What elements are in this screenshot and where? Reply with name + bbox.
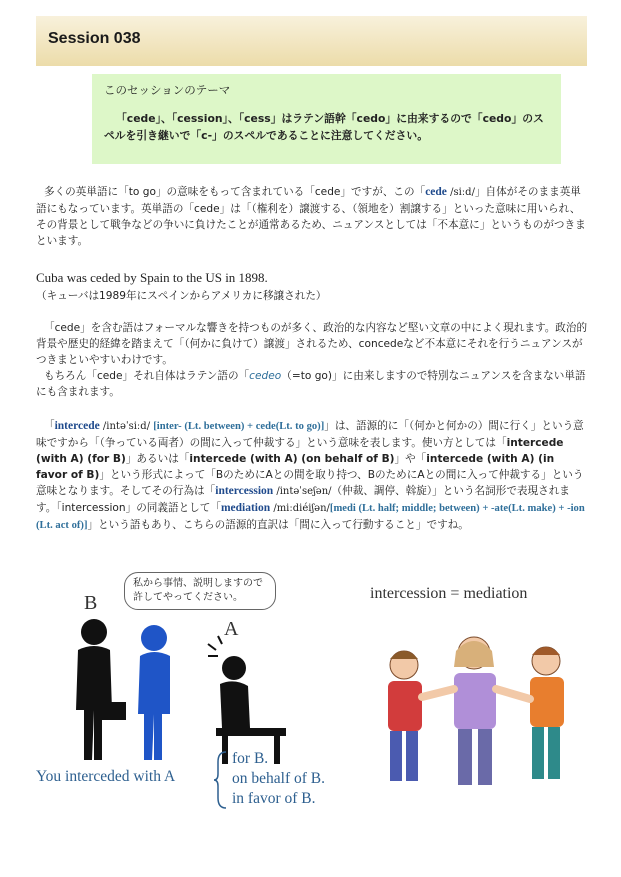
person-a-figure [208, 636, 286, 764]
word-intercession: intercession [215, 485, 274, 497]
word-intercede: intercede [54, 420, 100, 432]
intercessor-figure [138, 625, 170, 760]
caption-option-2: on behalf of B. [232, 770, 325, 787]
example-english: Cuba was ceded by Spain to the US in 1898. [36, 270, 268, 285]
p4-s5: 」という形式によって「BのためにAとの間を取り持つ、BのためにAとの間に入って仲裁する」という意味となります。そしてその行為は「 [36, 469, 584, 497]
p4-s3: 」あるいは「 [125, 453, 190, 465]
right-child-figure [530, 647, 564, 779]
latin-cedeo: cedeo [249, 370, 282, 382]
p3-text-b: （=to go)」に由来しますので特別なニュアンスを含まない単語にも含まれます。 [36, 370, 586, 398]
etymology-mediation: [medi (Lt. half; middle; between) + -ate(Lt. make) + -ion (Lt. act of)] [36, 503, 585, 531]
p1-text-b: 」自体がそのまま英単語にもなっています。英単語の「cede」は「（権利を）譲渡する、（領地を）割譲する」といった意味に用いられ、その背景として戦争などの争いに負けたことが通常あるため、ニュアンスとしては「不本意に」というものがつきまといます。 [36, 186, 586, 247]
theme-body: 「cede」、「cession」、「cess」はラテン語幹「cedo」に由来するので「cedo」のスペルを引き継いで「c-」のスペルであることに注意してください。 [104, 112, 544, 142]
mediation-title: intercession = mediation [370, 585, 528, 602]
label-b: B [84, 592, 98, 614]
theme-box [92, 74, 561, 164]
speech-bubble: 私から事情、説明しますので許してやってください。 [124, 572, 276, 610]
ipa-intercession: /intəˈseʃən/ [273, 486, 332, 497]
paragraph-latin-origin [36, 368, 588, 400]
figures-svg [36, 610, 366, 790]
usage-3: intercede (with A) (in favor of B) [36, 453, 555, 481]
theme-title: このセッションのテーマ [104, 83, 231, 97]
p4-s7: 」という語もあり、こちらの語源的直訳は「間に入って行動すること」ですね。 [87, 519, 469, 531]
center-child-figure [454, 637, 496, 785]
usage-2: intercede (with A) (on behalf of B) [189, 453, 395, 465]
paragraph-cede-intro [36, 184, 588, 249]
mediation-figures-svg [370, 615, 590, 815]
illustration-intercede [36, 570, 366, 830]
p1-text-a: 多くの英単語に「to go」の意味をもって含まれている「cede」ですが、この「 [44, 186, 426, 198]
word-mediation: mediation [220, 502, 271, 514]
ipa-mediation: /miːdiéiʃən/ [270, 503, 330, 514]
person-b-figure [76, 619, 126, 760]
etymology-intercede: [inter- (Lt. between) + cede(Lt. to go)] [153, 421, 325, 432]
usage-1: intercede (with A) (for B) [36, 437, 564, 465]
caption-option-1: for B. [232, 750, 269, 767]
p4-s6: （仲裁、調停、斡旋）」という名詞形で表現されます。「intercession」の同義語として「 [36, 485, 570, 514]
illustration-mediation [370, 585, 590, 815]
caption-main: You interceded with A [36, 768, 176, 785]
ipa-intercede: /intəˈsiːd/ [99, 421, 154, 432]
p4-s2: 」は、語源的に「（何かと何かの）間に行く」という意味ですから「（争っている両者）の間に入って仲裁する」という意味を表します。使い方としては「 [36, 420, 584, 449]
caption-brace [214, 750, 228, 810]
word-cede: cede [425, 186, 447, 198]
p4-s4: 」や「 [394, 453, 427, 465]
paragraph-intercede [36, 418, 588, 534]
ipa-cede: /siːd/ [446, 187, 475, 198]
session-header [36, 16, 587, 66]
p4-s1: 「 [44, 420, 55, 432]
session-title: Session 038 [48, 30, 141, 47]
left-child-figure [388, 651, 422, 781]
caption-option-3: in favor of B. [232, 790, 316, 807]
paragraph-formal-nuance: 「cede」を含む語はフォーマルな響きを持つものが多く、政治的な内容など堅い文章の中によく現れます。政治的背景や歴史的経緯を踏まえて「（何かに負けて）譲渡」されるため、concedeなど不本意にそれを行うニュアンスがつきまといやすいわけです。 [36, 322, 588, 366]
p3-text-a: もちろん「cede」それ自体はラテン語の「 [44, 370, 250, 382]
example-japanese: （キューバは1989年にスペインからアメリカに移譲された） [36, 290, 327, 302]
label-a: A [224, 618, 239, 640]
